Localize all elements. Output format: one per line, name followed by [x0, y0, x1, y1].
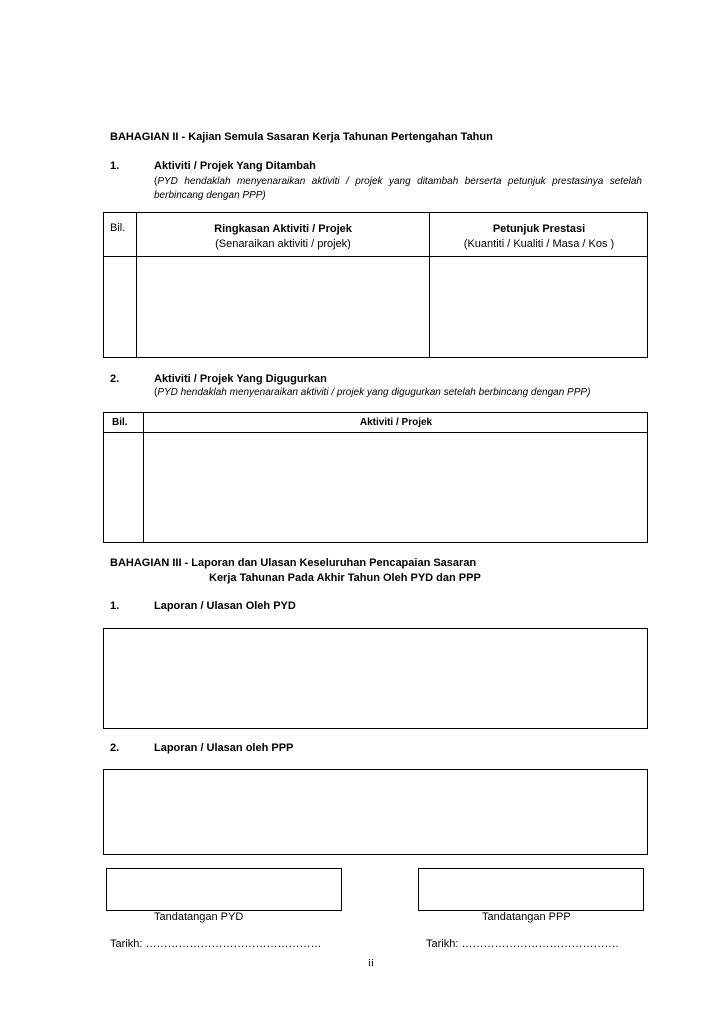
pyd-signature-box[interactable]: [106, 868, 342, 911]
item1-note-text: PYD hendaklah menyenaraikan aktiviti / projek yang ditambah berserta petunjuk prestasinya setelah berbincang dengan PPP): [154, 176, 642, 201]
table1-header-divider: [103, 256, 648, 257]
pyd-signature-label: Tandatangan PYD: [154, 911, 244, 923]
item1-title: Aktiviti / Projek Yang Ditambah: [154, 160, 316, 172]
section3-heading-line1: BAHAGIAN III - Laporan dan Ulasan Keseluruhan Pencapaian Sasaran: [110, 557, 477, 569]
item1-note: [154, 175, 642, 203]
table1-col-ringkasan-sub: (Senaraikan aktiviti / projek): [215, 238, 351, 250]
table1-col-bil: Bil.: [110, 222, 126, 234]
section2-heading: BAHAGIAN II - Kajian Semula Sasaran Kerja Tahunan Pertengahan Tahun: [110, 131, 493, 143]
table1-col-petunjuk-title: Petunjuk Prestasi: [492, 223, 586, 235]
page-number: ii: [367, 957, 375, 969]
ppp-date-field[interactable]: Tarikh: …………………………………….: [426, 938, 619, 950]
section3-item2-number: 2.: [110, 742, 120, 754]
section3-item1-title: Laporan / Ulasan Oleh PYD: [154, 600, 296, 612]
table1-col-petunjuk-sub: (Kuantiti / Kualiti / Masa / Kos ): [463, 238, 615, 250]
table2-col-bil: Bil.: [112, 417, 128, 428]
pyd-date-field[interactable]: Tarikh: …………………………………………: [110, 938, 322, 950]
item2-note-text: PYD hendaklah menyenaraikan aktiviti / projek yang digugurkan setelah berbincang dengan PPP): [157, 387, 591, 398]
table2-col-aktiviti: Aktiviti / Projek: [359, 417, 433, 428]
table2-header-divider: [103, 432, 648, 433]
ppp-signature-label: Tandatangan PPP: [482, 911, 571, 923]
item2-note-paren: (: [154, 387, 158, 398]
section3-heading-line2: Kerja Tahunan Pada Akhir Tahun Oleh PYD dan PPP: [209, 572, 481, 584]
item2-note: [154, 387, 644, 398]
ppp-signature-box[interactable]: [418, 868, 644, 911]
table1-col-ringkasan-title: Ringkasan Aktiviti / Projek: [214, 223, 352, 235]
item1-note-paren: (: [154, 176, 158, 187]
table2-col-divider: [143, 412, 144, 543]
item1-number: 1.: [110, 160, 120, 172]
table1-col-petunjuk: [430, 222, 648, 252]
section3-item2-title: Laporan / Ulasan oleh PPP: [154, 742, 294, 754]
pyd-report-box[interactable]: [103, 628, 648, 729]
section3-item1-number: 1.: [110, 600, 120, 612]
table1-col-ringkasan: [137, 222, 429, 252]
ppp-report-box[interactable]: [103, 769, 648, 855]
item2-title: Aktiviti / Projek Yang Digugurkan: [154, 373, 327, 385]
item2-number: 2.: [110, 373, 120, 385]
